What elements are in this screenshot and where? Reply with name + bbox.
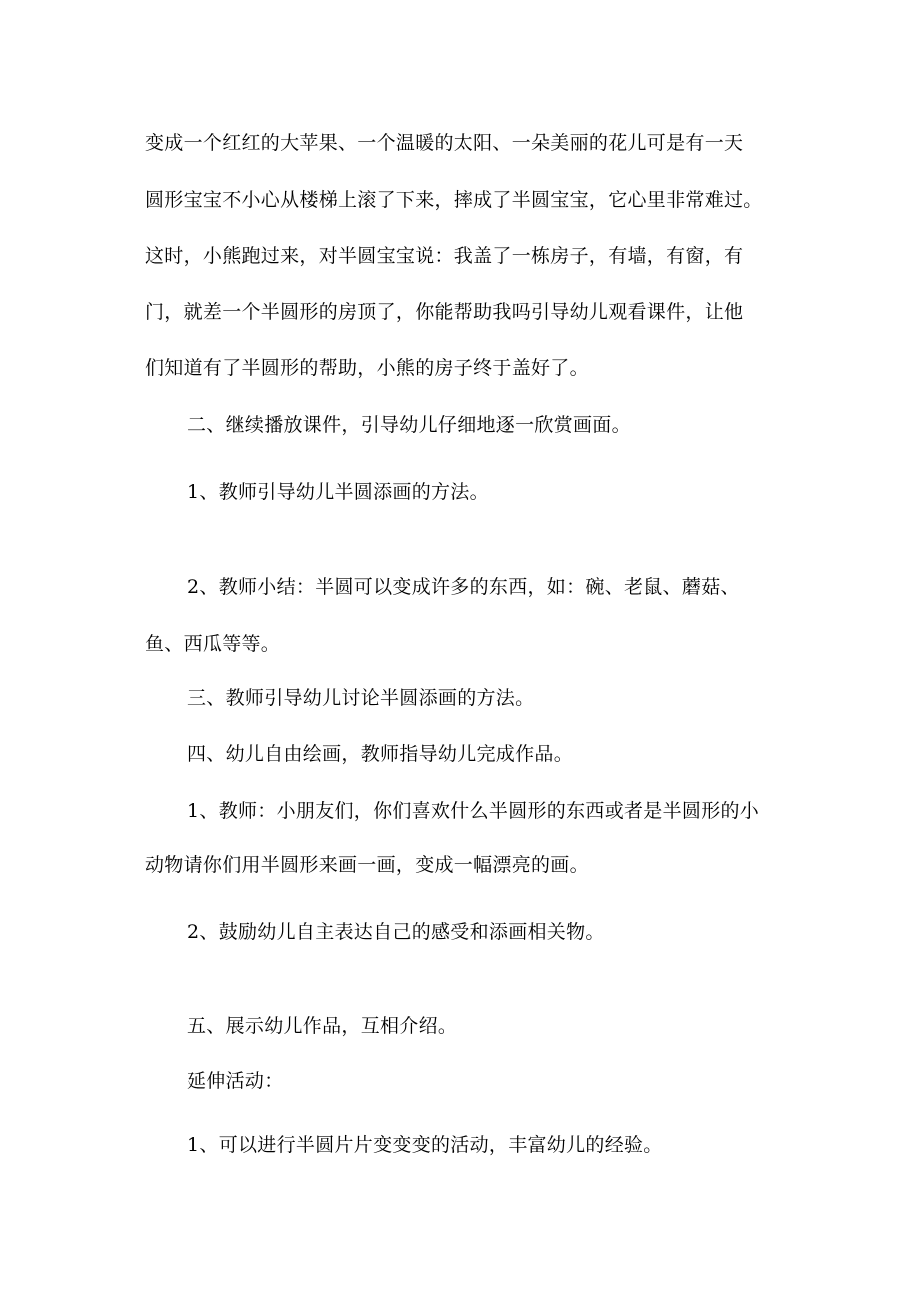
- list-item-2-2: 2、教师小结：半圆可以变成许多的东西，如：碗、老鼠、蘑菇、: [187, 576, 740, 598]
- list-item-4-2: 2、鼓励幼儿自主表达自己的感受和添画相关物。: [187, 921, 605, 943]
- extension-heading: 延伸活动：: [187, 1070, 284, 1092]
- list-item-4-1: 1、教师：小朋友们，你们喜欢什么半圆形的东西或者是半圆形的小: [187, 800, 760, 822]
- paragraph-line-2: 圆形宝宝不小心从楼梯上滚了下来，摔成了半圆宝宝，它心里非常难过。: [145, 189, 763, 211]
- paragraph-line-1: 变成一个红红的大苹果、一个温暖的太阳、一朵美丽的花儿可是有一天: [145, 132, 744, 154]
- list-item-4-1-cont: 动物请你们用半圆形来画一画，变成一幅漂亮的画。: [145, 854, 589, 876]
- section-heading-4: 四、幼儿自由绘画，教师指导幼儿完成作品。: [187, 743, 574, 765]
- list-item-2-1: 1、教师引导幼儿半圆添画的方法。: [187, 481, 489, 503]
- extension-item-1: 1、可以进行半圆片片变变变的活动，丰富幼儿的经验。: [187, 1134, 663, 1156]
- list-item-2-2-cont: 鱼、西瓜等等。: [145, 633, 281, 655]
- paragraph-line-4: 门，就差一个半圆形的房顶了，你能帮助我吗引导幼儿观看课件，让他: [145, 301, 744, 323]
- section-heading-3: 三、教师引导幼儿讨论半圆添画的方法。: [187, 687, 535, 709]
- paragraph-line-5: 们知道有了半圆形的帮助，小熊的房子终于盖好了。: [145, 357, 589, 379]
- section-heading-2: 二、继续播放课件，引导幼儿仔细地逐一欣赏画面。: [187, 414, 631, 436]
- paragraph-line-3: 这时，小熊跑过来，对半圆宝宝说：我盖了一栋房子，有墙，有窗，有: [145, 245, 744, 267]
- section-heading-5: 五、展示幼儿作品，互相介绍。: [187, 1015, 458, 1037]
